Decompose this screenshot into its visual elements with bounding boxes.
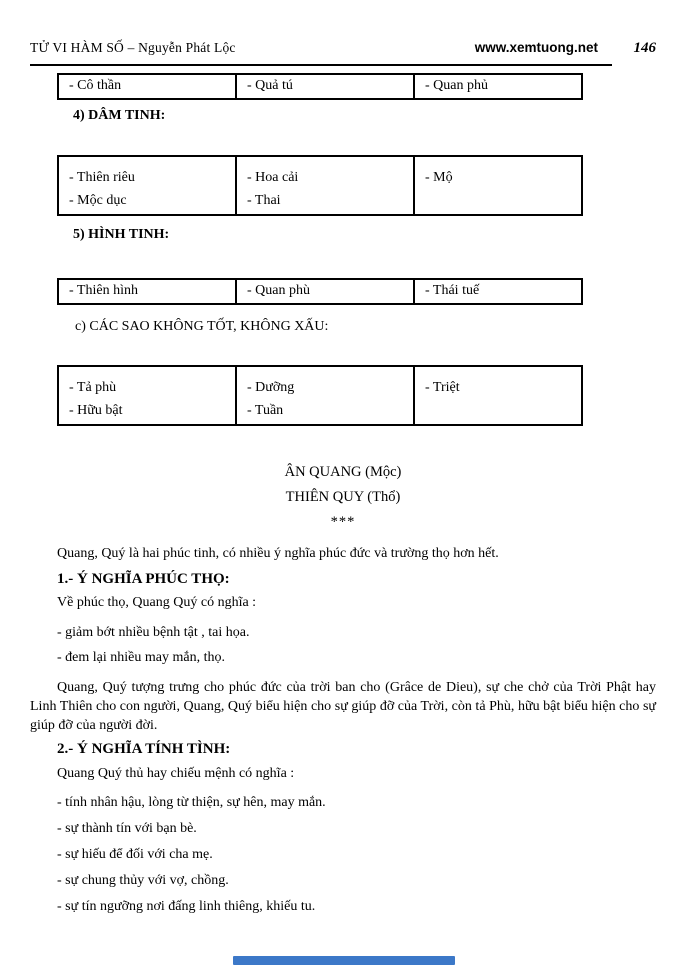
table-cell (414, 366, 582, 425)
star-name: - Hữu bật (69, 403, 123, 418)
star-name: - Tả phù (69, 380, 117, 395)
table-cell (58, 156, 236, 215)
table-row (58, 74, 582, 99)
star-name: - Thai (247, 193, 281, 208)
asterisk-separator: *** (330, 514, 356, 530)
star-name: - Thiên riêu (69, 170, 135, 185)
table-cell (58, 74, 236, 99)
list-item: - tính nhân hậu, lòng từ thiện, sự hên, may mắn. (57, 795, 326, 810)
star-name: - Tuần (247, 403, 284, 418)
star-name: - Quả tú (247, 78, 293, 93)
table-cell (414, 156, 582, 215)
list-item: - giảm bớt nhiều bệnh tật , tai họa. (57, 625, 250, 640)
table-cell (58, 279, 236, 304)
star-title-thien-quy: THIÊN QUY (Thổ) (285, 489, 401, 505)
star-table-3 (57, 278, 583, 305)
book-title: TỬ VI HÀM SỐ – Nguyễn Phát Lộc (30, 40, 236, 55)
star-table-4 (57, 365, 583, 426)
header-rule (30, 40, 612, 66)
star-name: - Triệt (425, 380, 460, 395)
star-name: - Quan phù (247, 283, 310, 298)
heading-dam-tinh: 4) DÂM TINH: (73, 108, 166, 123)
table-cell (236, 279, 414, 304)
list-item: - sự tín ngưỡng nơi đấng linh thiêng, khiếu tu. (57, 899, 316, 914)
list-item: - sự hiếu để đối với cha mẹ. (57, 847, 213, 862)
star-name: - Thiên hình (69, 283, 138, 298)
star-table-1 (57, 73, 583, 100)
list-item: - đem lại nhiều may mắn, thọ. (57, 650, 225, 665)
star-name: - Mộ (425, 170, 453, 185)
section1-heading: 1.- Ý NGHĨA PHÚC THỌ: (57, 571, 230, 587)
section2-heading: 2.- Ý NGHĨA TÍNH TÌNH: (57, 741, 231, 757)
table-cell (414, 74, 582, 99)
page-number: 146 (633, 40, 656, 56)
star-name: - Hoa cải (247, 170, 299, 185)
star-title-block (30, 464, 656, 531)
list-item: - sự thành tín với bạn bè. (57, 821, 197, 836)
section1-lead: Về phúc thọ, Quang Quý có nghĩa : (57, 595, 257, 610)
star-name: - Quan phủ (425, 78, 488, 93)
star-name: - Mộc dục (69, 193, 127, 208)
table-row (58, 366, 582, 425)
horizontal-scrollbar-thumb[interactable] (233, 956, 455, 965)
table-row (58, 279, 582, 304)
table-cell (236, 156, 414, 215)
table-cell (58, 366, 236, 425)
table-cell (414, 279, 582, 304)
star-table-2 (57, 155, 583, 216)
intro-paragraph: Quang, Quý là hai phúc tinh, có nhiều ý nghĩa phúc đức và trường thọ hơn hết. (57, 546, 499, 561)
section2-lead: Quang Quý thủ hay chiếu mệnh có nghĩa : (57, 766, 295, 781)
star-title-an-quang: ÂN QUANG (Mộc) (284, 464, 402, 480)
website-text: www.xemtuong.net (474, 40, 598, 55)
table-cell (236, 74, 414, 99)
page-header (30, 40, 656, 66)
table-cell (236, 366, 414, 425)
star-name: - Dưỡng (247, 380, 295, 395)
star-name: - Cô thần (69, 78, 122, 93)
heading-khong-tot: c) CÁC SAO KHÔNG TỐT, KHÔNG XẤU: (75, 319, 329, 334)
heading-hinh-tinh: 5) HÌNH TINH: (73, 227, 170, 242)
list-item: - sự chung thủy với vợ, chồng. (57, 873, 229, 888)
star-name: - Thái tuế (425, 283, 480, 298)
section1-paragraph: Quang, Quý tượng trưng cho phúc đức của trời ban cho (Grâce de Dieu), sự che chở của Trời Phật hay Linh Thiên cho con người, Quang, Quý biểu hiện cho sự giúp đỡ của Trời, còn tả Phù, hữu bật biểu hiện cho sự giúp đỡ của người đời. (30, 680, 656, 733)
table-row (58, 156, 582, 215)
